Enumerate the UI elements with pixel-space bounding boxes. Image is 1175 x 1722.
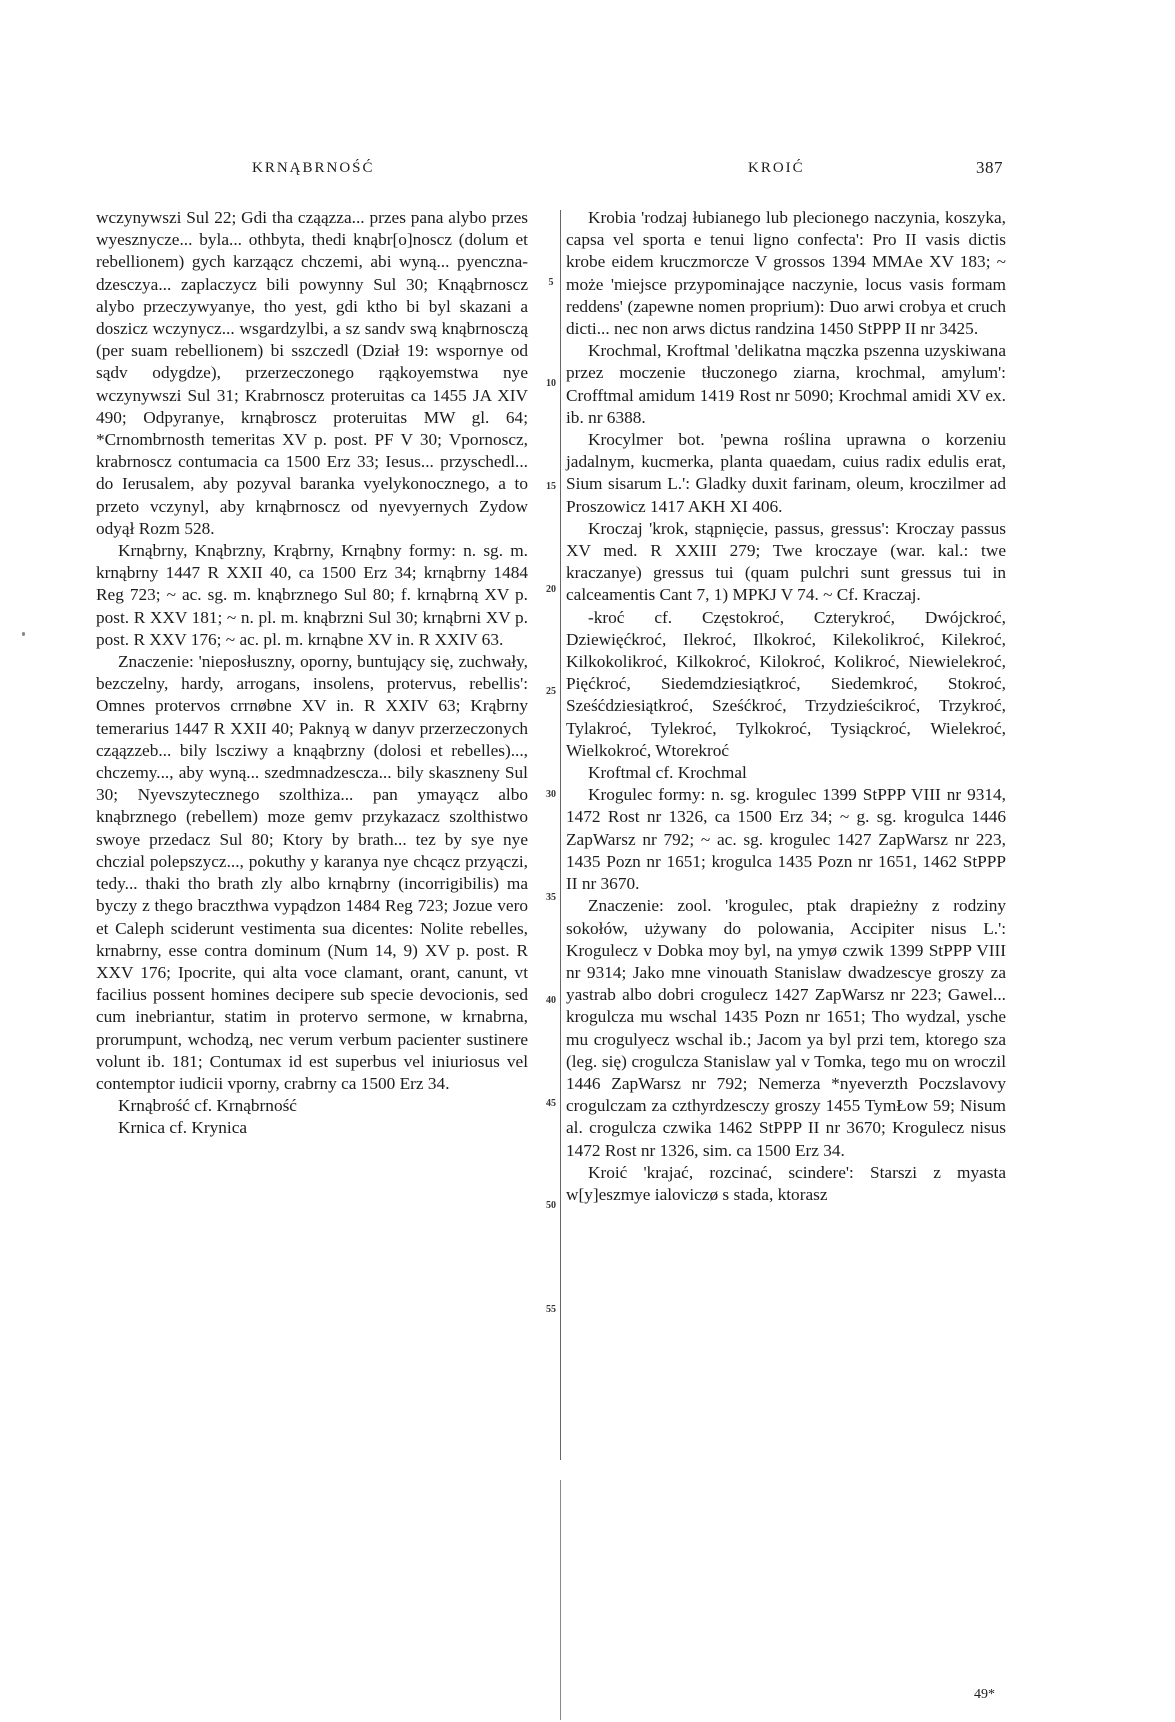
scan-speck — [22, 632, 25, 636]
line-number: 5 — [548, 277, 554, 288]
line-number: 10 — [546, 378, 556, 389]
line-number: 20 — [546, 584, 556, 595]
line-number: 30 — [546, 789, 556, 800]
entry-kroftmal: Kroftmal cf. Krochmal — [588, 763, 747, 783]
entry-kroczaj: Kroczaj 'krok, stąpnięcie, passus, gressus': Kroczay passus XV med. R XXIII 279; Twe kroczaye (war. kal.: twe kraczanye) gressus tui (quam pulchri sunt gressus tui in calceamentis Cant 7, 1) MPKJ V 74. ~ Cf. Kraczaj. — [566, 518, 1006, 605]
entry-continuation: wczynywszi Sul 22; Gdi tha cząązza... przes pana alybo przes wyesznycze... byla... othbyta, thedi knąbr[o]noscz (dolum et rebellionem) gych karząącz chczemi, abi wyną... pyenczna-dzesczya... zaplaczycz bili powynny Sul 30; Knąąbrnoscz alybo przeczywyanye, tho yest, gdi ktho bi byl skazani a doszicz wczynycz... wsgardzylbi, a sz sandv swą knąbrnosczą (per suam rebellionem) bi sszczedl (Dział 19: wspornye od sądv odygdze), przerzeczonego rąąkoyemstwa nye wczynywszi Sul 31; Krabrnoscz proteruitas ca 1455 JA XIV 490; Odpyranye, krnąbroscz proteruitas MW gl. 64; *Crnombrnosth temeritas XV p. post. PF V 30; Vpornoscz, krabrnoscz contumacia ca 1500 Erz 33; Iesus... przyschedl... do Ierusalem, aby pozyval baranka vyelykonocznego, a to przeto vczynyl, aby krnąbrnoscz od nyevyernych Zydow odyął Rozm 528. — [96, 208, 528, 538]
entry-kroic: Kroić 'krajać, rozcinać, scindere': Starszi z myasta w[y]eszmye ialoviczø s stada, ktorasz — [566, 1162, 1006, 1204]
entry-krnabrny-forms: Krnąbrny, Knąbrzny, Krąbrny, Krnąbny formy: n. sg. m. krnąbrny 1447 R XXII 40, ca 1500 Erz 34; krnąbrny 1484 Reg 723; ~ ac. sg. m. knąbrznego Sul 80; f. krnąbrną XV p. post. R XXV 181; ~ n. pl. m. knąbrzni Sul 30; krnąbrni XV p. post. R XXV 176; ~ ac. pl. m. krnąbne XV in. R XXIV 63. — [96, 541, 528, 649]
page-number: 387 — [976, 158, 1003, 177]
column-rule — [560, 210, 561, 1460]
right-running-head: KROIĆ — [748, 160, 805, 176]
line-number: 45 — [546, 1098, 556, 1109]
entry-krobia: Krobia 'rodzaj łubianego lub plecionego naczynia, koszyka, capsa vel sporta e tenui ligno confecta': Pro II vasis dictis krobe eidem kruczmorcze V grossos 1394 MMAe XV 183; ~ może 'miejsce przypominające naczynie, locus vasis formam reddens' (zapewne nomen proprium): Duo arwi crobya et cruch dicti... nec non arws dictus randzina 1450 StPPP II nr 3425. — [566, 208, 1006, 339]
entry-krochmal: Krochmal, Kroftmal 'delikatna mączka pszenna uzyskiwana przez moczenie tłuczonego ziarna, krochmal, amylum': Crofftmal amidum 1419 Rost nr 5090; Krochmal amidi XV ex. ib. nr 6388. — [566, 341, 1006, 427]
column-rule-lower — [560, 1480, 561, 1720]
entry-krogulec-forms: Krogulec formy: n. sg. krogulec 1399 StPPP VIII nr 9314, 1472 Rost nr 1326, ca 1500 Erz 34; ~ g. sg. krogulca 1446 ZapWarsz nr 792; ~ ac. sg. krogulec 1427 ZapWarsz nr 223, 1435 Pozn nr 1651; krogulca 1435 Pozn nr 1651, 1462 StPPP II nr 3670. — [566, 785, 1006, 894]
line-number: 50 — [546, 1200, 556, 1211]
entry-krnica: Krnica cf. Krynica — [118, 1118, 248, 1138]
entry-krnabrosc: Krnąbrość cf. Krnąbrność — [118, 1096, 297, 1116]
entry-kroc: -kroć cf. Częstokroć, Czterykroć, Dwójckroć, Dziewięćkroć, Ilekroć, Ilkokroć, Kilekolikroć, Kilekroć, Kilkokolikroć, Kilkokroć, Kilokroć, Kolikroć, Niewielekroć, Pięćkroć, Siedemdziesiątkroć, Siedemkroć, Stokroć, Sześćdziesiątkroć, Sześćkroć, Trzydzieścikroć, Trzykroć, Tylakroć, Tylekroć, Tylkokroć, Tysiąckroć, Wielekroć, Wielkokroć, Wtorekroć — [566, 607, 1006, 760]
line-number: 25 — [546, 686, 556, 697]
line-number: 15 — [546, 481, 556, 492]
left-running-head: KRNĄBRNOŚĆ — [252, 160, 375, 176]
line-number: 35 — [546, 892, 556, 903]
signature-mark: 49* — [974, 1687, 995, 1702]
right-column — [566, 207, 1006, 1206]
entry-krogulec-meaning: Znaczenie: zool. 'krogulec, ptak drapieżny z rodziny sokołów, używany do polowania, Accipiter nisus L.': Krogulecz v Dobka moy byl, na ymyø czwik 1399 StPPP VIII nr 9314; Jako mne vinouath Stanislaw dwadzescye groszy za yastrab albo dobri crogulecz 1427 ZapWarsz nr 223; Gawel... krogulcza mu wschal 1435 Pozn nr 1651; Tho wydzal, ysche mu crogulyecz wschal ib.; Jacom ya byl przi tem, ktorego sza (leg. się) crogulcza Stanislaw yal v Tomka, tego mu on wroczil 1446 ZapWarsz nr 792; Nemerza *nyeverzth Poczslavovy crogulczam za czthyrdzesczy groszy 1455 TymŁow 59; Nisum al. crogulcza czwika 1462 StPPP II nr 3670; Krogulecz nisus 1472 Rost nr 1326, sim. ca 1500 Erz 34. — [566, 896, 1006, 1160]
left-column — [96, 207, 528, 1140]
line-number: 55 — [546, 1304, 556, 1315]
entry-krocylmer: Krocylmer bot. 'pewna roślina uprawna o korzeniu jadalnym, kucmerka, planta quaedam, cuius radix edulis erat, Sium sisarum L.': Gladky duxit farinam, oleum, kroczilmer ad Proszowicz 1417 AKH XI 406. — [566, 430, 1006, 516]
line-number: 40 — [546, 995, 556, 1006]
entry-krnabrny-meaning: Znaczenie: 'nieposłuszny, oporny, buntujący się, zuchwały, bezczelny, hardy, arrogans, insolens, protervus, rebellis': Omnes protervos crrnøbne XV in. R XXIV 63; Krąbrny temerarius 1447 R XXII 40; Paknyą w danyv przerzeczonych cząązzeb... bily lscziwy a knąąbrzny (dolosi et rebelles)..., chczemy..., aby wyną... szedmnadzescza... bily skaszneny Sul 30; Nyevszytecznego szolthiza... pan ymayącz albo knąbrznego (rebellem) moze gemv przykazacz szolthistwo swoye przedacz Sul 80; Ktory by brath... tez by sye nye chczial polepszycz..., pokuthy y karanya nye chcącz przyączi, tedy... thaki tho brath zly albo krnąbrny (incorrigibilis) ma byczy z thego braczthwa vypądzon 1484 Reg 723; Jozue vero et Caleph sciderunt vestimenta sua dicentes: Nolite rebelles, krnabrny, esse contra dominum (Num 14, 9) XV p. post. R XXV 176; Ipocrite, qui alta voce clamant, orant, canunt, vt facilius possent homines decipere sub specie devocionis, sed cum inebriantur, statim in protervo sermone, w krnabrna, prorumpunt, wchodzą, nec verum verbum pacienter sustinere volunt ib. 181; Contumax id est superbus vel iniuriosus vel contemptor iudicii vporny, crabrny ca 1500 Erz 34. — [96, 652, 528, 1093]
